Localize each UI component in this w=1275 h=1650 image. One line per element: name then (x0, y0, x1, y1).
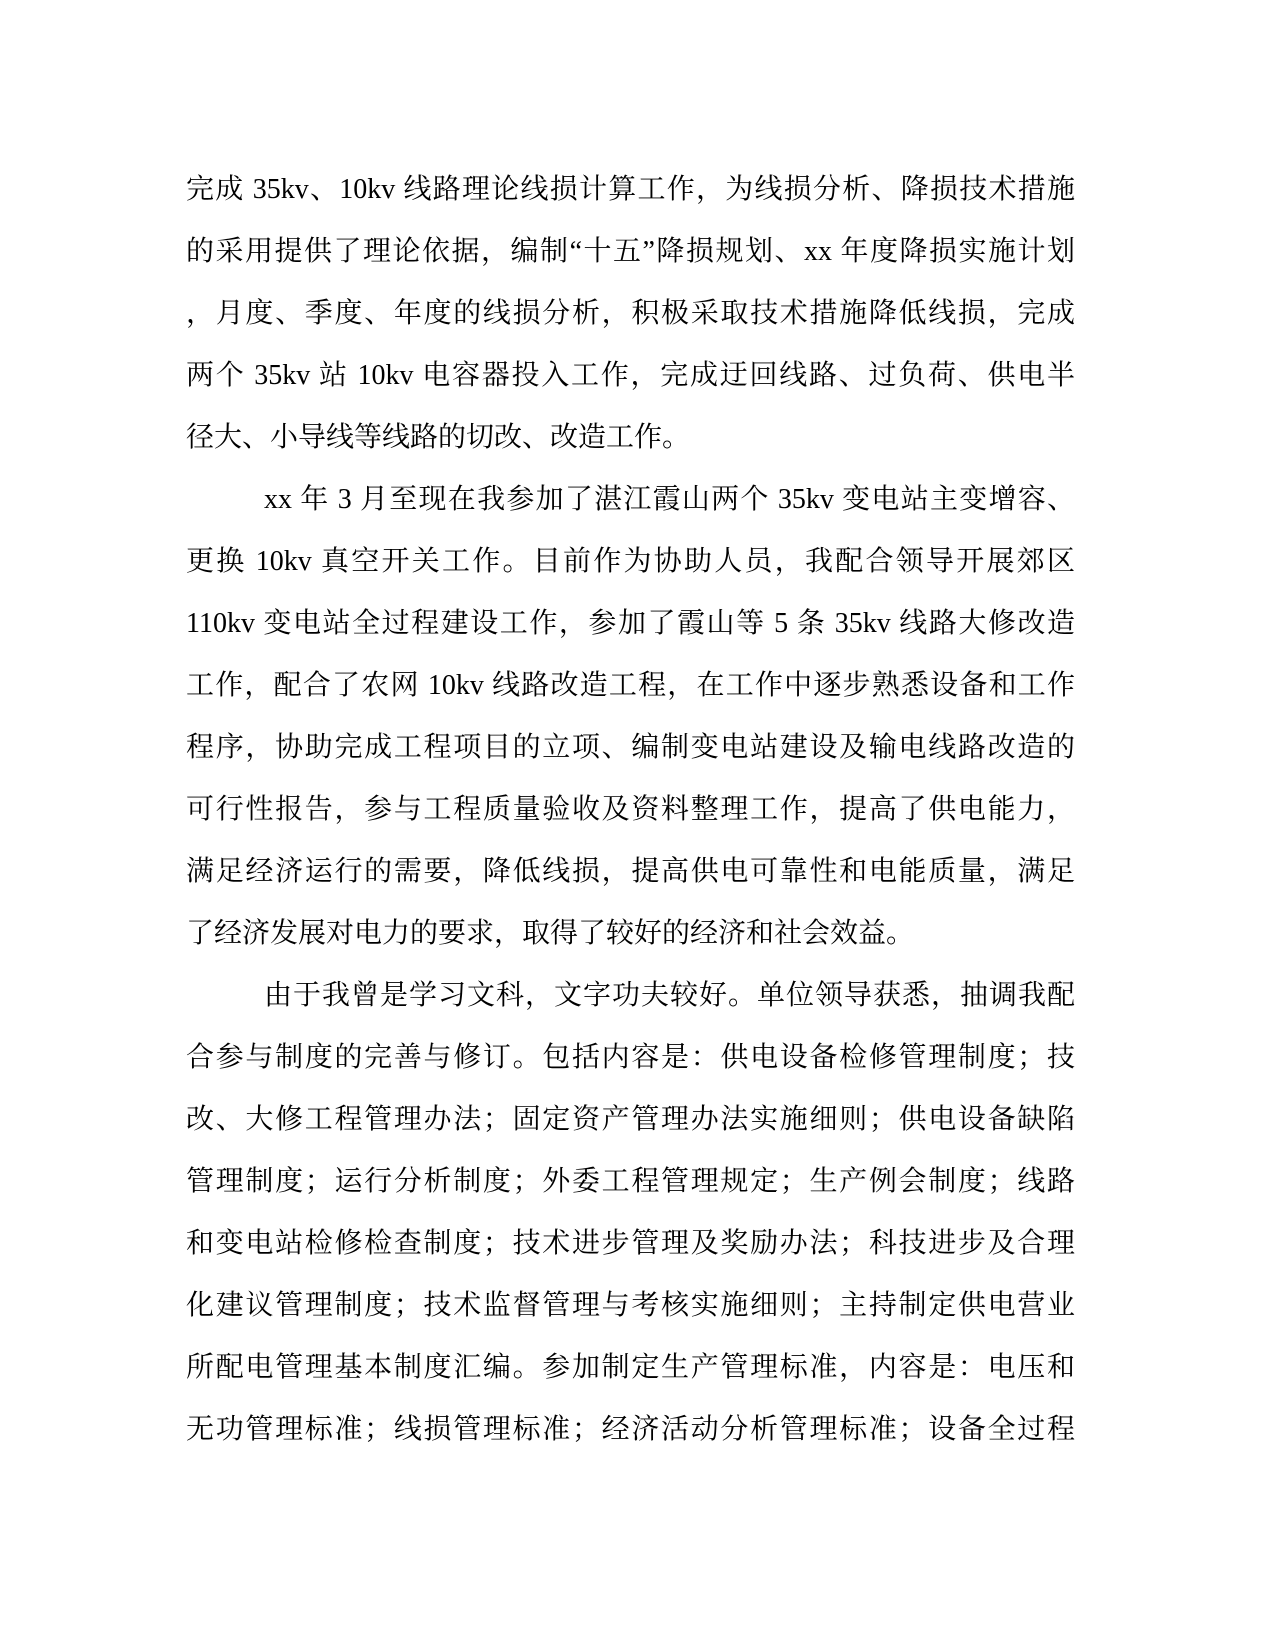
text-line: 由于我曾是学习文科，文字功夫较好。单位领导获悉，抽调我配 (264, 980, 1075, 1011)
text-line: 程序，协助完成工程项目的立项、编制变电站建设及输电线路改造的 (186, 732, 1075, 763)
document-body (186, 159, 1075, 1461)
text-line: 所配电管理基本制度汇编。参加制定生产管理标准，内容是：电压和 (186, 1352, 1075, 1383)
text-line: 可行性报告，参与工程质量验收及资料整理工作，提高了供电能力， (186, 794, 1075, 825)
text-line: 化建议管理制度；技术监督管理与考核实施细则；主持制定供电营业 (186, 1290, 1075, 1321)
text-line: 了经济发展对电力的要求，取得了较好的经济和社会效益。 (186, 918, 915, 949)
text-line: xx 年 3 月至现在我参加了湛江霞山两个 35kv 变电站主变增容、 (264, 484, 1075, 515)
text-line: 径大、小导线等线路的切改、改造工作。 (186, 422, 691, 453)
text-line: 工作，配合了农网 10kv 线路改造工程，在工作中逐步熟悉设备和工作 (186, 670, 1075, 701)
text-line: 更换 10kv 真空开关工作。目前作为协助人员，我配合领导开展郊区 (186, 546, 1075, 577)
text-line: 合参与制度的完善与修订。包括内容是：供电设备检修管理制度；技 (186, 1042, 1075, 1073)
text-line: 完成 35kv、10kv 线路理论线损计算工作，为线损分析、降损技术措施 (186, 174, 1075, 205)
text-line: 管理制度；运行分析制度；外委工程管理规定；生产例会制度；线路 (186, 1166, 1075, 1197)
text-line: 两个 35kv 站 10kv 电容器投入工作，完成迂回线路、过负荷、供电半 (186, 360, 1075, 391)
text-line: 满足经济运行的需要，降低线损，提高供电可靠性和电能质量，满足 (186, 856, 1075, 887)
text-line: 无功管理标准；线损管理标准；经济活动分析管理标准；设备全过程 (186, 1414, 1075, 1445)
text-line: 和变电站检修检查制度；技术进步管理及奖励办法；科技进步及合理 (186, 1228, 1075, 1259)
text-line: 改、大修工程管理办法；固定资产管理办法实施细则；供电设备缺陷 (186, 1104, 1075, 1135)
text-line: ，月度、季度、年度的线损分析，积极采取技术措施降低线损，完成 (186, 298, 1075, 329)
text-line: 110kv 变电站全过程建设工作，参加了霞山等 5 条 35kv 线路大修改造 (186, 608, 1075, 639)
text-line: 的采用提供了理论依据，编制“十五”降损规划、xx 年度降损实施计划 (186, 236, 1075, 267)
